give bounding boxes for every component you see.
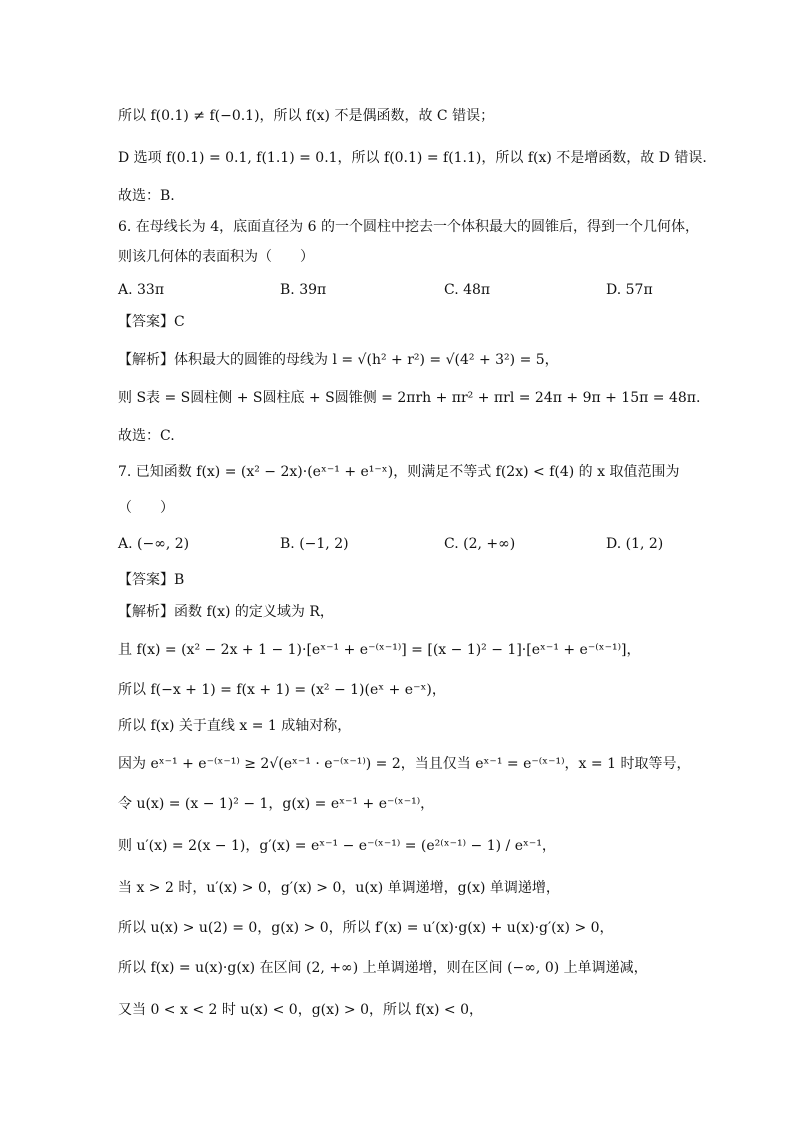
question-7-stem-cont: （ ） (118, 500, 174, 516)
analysis-line: 当 x > 2 时，u′(x) > 0，g′(x) > 0，u(x) 单调递增，g(x) 单调递增， (118, 880, 560, 896)
question-6-stem: 6. 在母线长为 4，底面直径为 6 的一个圆柱中挖去一个体积最大的圆锥后，得到一个几何体， (118, 219, 699, 235)
answer-label: 【答案】C (118, 314, 185, 330)
text-line: 故选：B. (118, 188, 175, 204)
analysis-line: 所以 u(x) > u(2) = 0，g(x) > 0，所以 f′(x) = u′(x)·g(x) + u(x)·g′(x) > 0， (118, 920, 614, 936)
analysis-line: 且 f(x) = (x² − 2x + 1 − 1)·[eˣ⁻¹ + e⁻⁽ˣ⁻¹⁾] = [(x − 1)² − 1]·[eˣ⁻¹ + e⁻⁽ˣ⁻¹⁾]， (118, 642, 641, 658)
analysis-line: 则 u′(x) = 2(x − 1)，g′(x) = eˣ⁻¹ − e⁻⁽ˣ⁻¹⁾ = (e²⁽ˣ⁻¹⁾ − 1) / eˣ⁻¹， (118, 838, 556, 854)
analysis-line: 所以 f(−x + 1) = f(x + 1) = (x² − 1)(eˣ + e⁻ˣ)， (118, 682, 446, 698)
analysis-line: 【解析】体积最大的圆锥的母线为 l = √(h² + r²) = √(4² + 3²) = 5， (118, 352, 559, 368)
text-line: D 选项 f(0.1) = 0.1, f(1.1) = 0.1，所以 f(0.1) = f(1.1)，所以 f(x) 不是增函数，故 D 错误. (118, 150, 707, 166)
text-line: 所以 f(0.1) ≠ f(−0.1)，所以 f(x) 不是偶函数，故 C 错误； (118, 108, 495, 124)
analysis-line: 令 u(x) = (x − 1)² − 1，g(x) = eˣ⁻¹ + e⁻⁽ˣ⁻¹⁾， (118, 796, 435, 812)
option-a: A. 33π (118, 282, 165, 298)
option-b: B. 39π (280, 282, 327, 298)
option-b: B. (−1, 2) (280, 536, 349, 552)
text-line: 故选：C. (118, 428, 175, 444)
option-d: D. 57π (606, 282, 653, 298)
analysis-line: 所以 f(x) = u(x)·g(x) 在区间 (2, +∞) 上单调递增，则在区间 (−∞, 0) 上单调递减， (118, 960, 648, 976)
analysis-line: 因为 eˣ⁻¹ + e⁻⁽ˣ⁻¹⁾ ≥ 2√(eˣ⁻¹ · e⁻⁽ˣ⁻¹⁾) = 2，当且仅当 eˣ⁻¹ = e⁻⁽ˣ⁻¹⁾，x = 1 时取等号， (118, 756, 691, 772)
option-c: C. (2, +∞) (444, 536, 516, 552)
analysis-line: 所以 f(x) 关于直线 x = 1 成轴对称， (118, 718, 352, 734)
option-d: D. (1, 2) (606, 536, 664, 552)
analysis-line: 【解析】函数 f(x) 的定义域为 R， (118, 604, 334, 620)
option-c: C. 48π (444, 282, 491, 298)
answer-label: 【答案】B (118, 572, 185, 588)
analysis-line: 又当 0 < x < 2 时 u(x) < 0，g(x) > 0，所以 f(x) < 0， (118, 1002, 484, 1018)
question-7-stem: 7. 已知函数 f(x) = (x² − 2x)·(eˣ⁻¹ + e¹⁻ˣ)，则满足不等式 f(2x) < f(4) 的 x 取值范围为 (118, 464, 680, 480)
option-a: A. (−∞, 2) (118, 536, 190, 552)
analysis-line: 则 S表 = S圆柱侧 + S圆柱底 + S圆锥侧 = 2πrh + πr² + πrl = 24π + 9π + 15π = 48π. (118, 390, 701, 406)
question-6-stem-cont: 则该几何体的表面积为（ ） (118, 249, 314, 265)
